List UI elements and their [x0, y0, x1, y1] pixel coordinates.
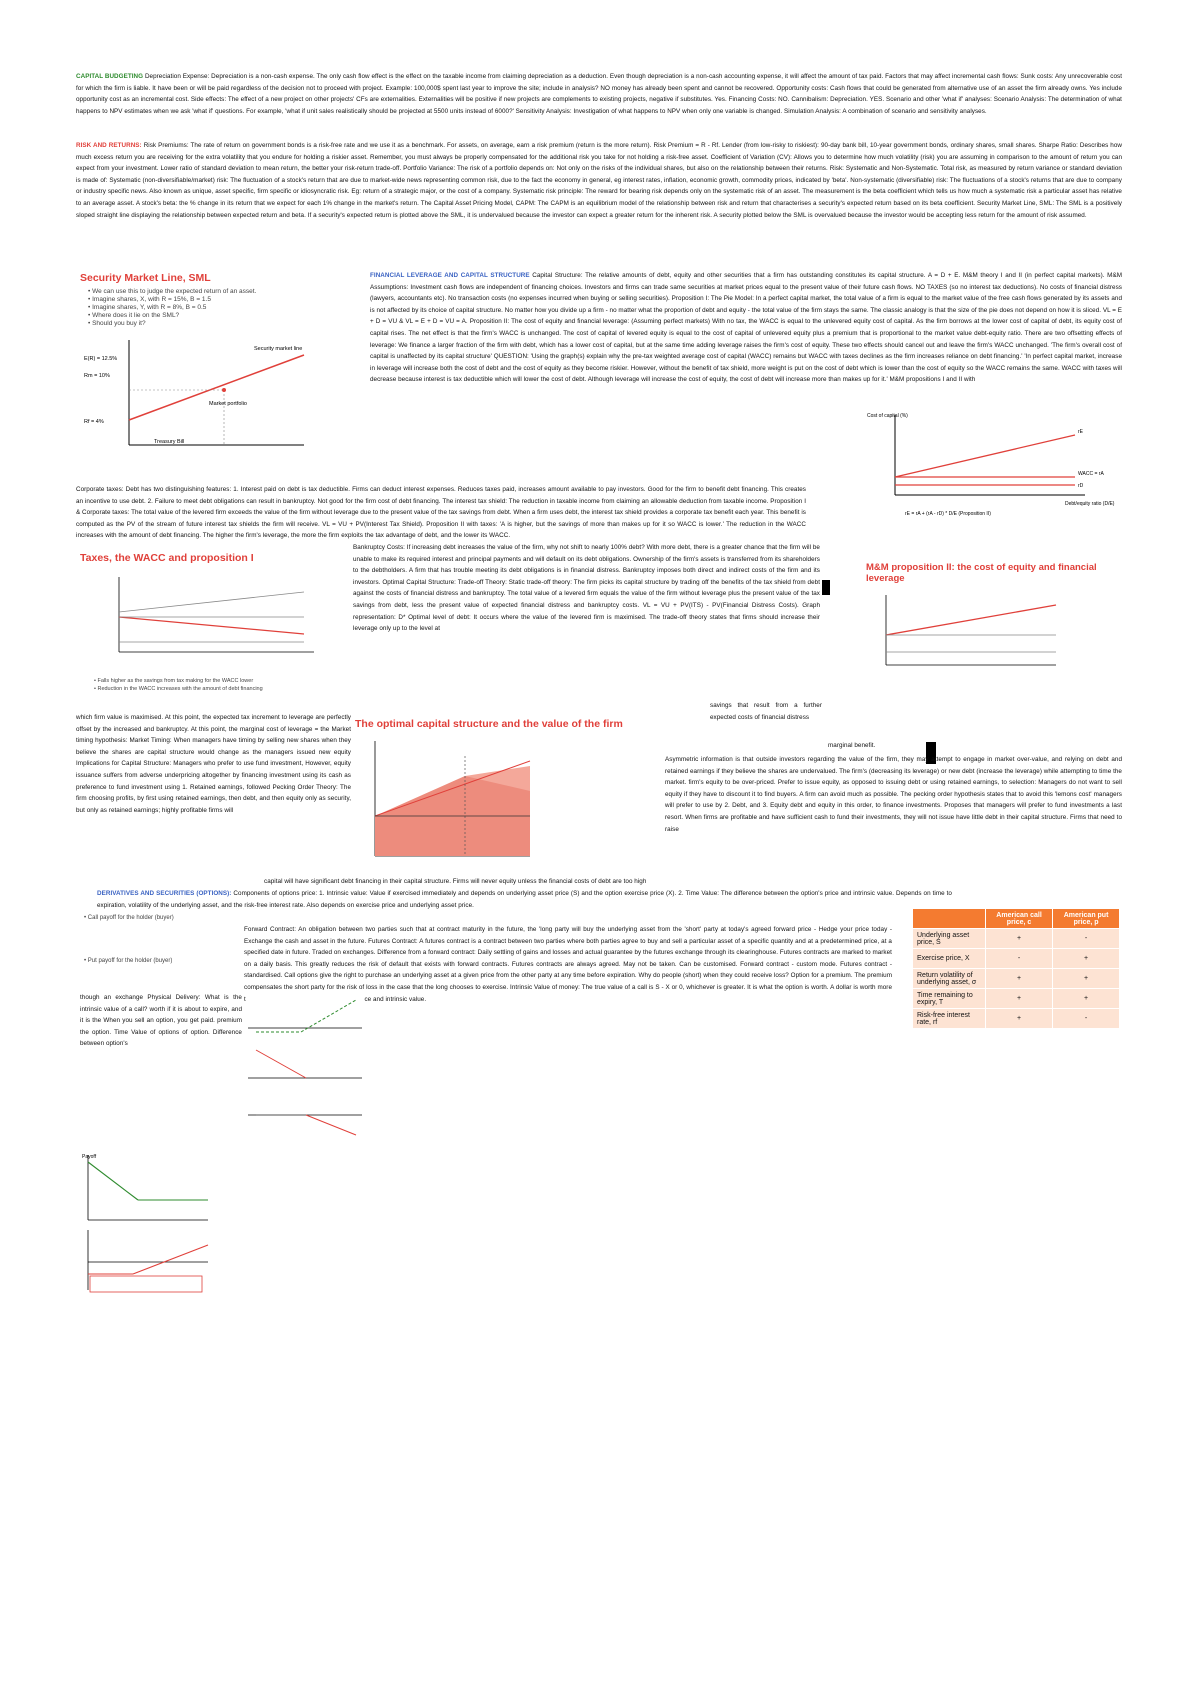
- sml-chart: [74, 335, 369, 475]
- svg-text:Cost of capital (%): Cost of capital (%): [867, 413, 908, 419]
- pecking-order-right: Asymmetric information is that outside investors regarding the value of the firm, they may attempt to engage in market over-value, and relying on debt and retained earnings if they believe the shares are undervalued. The firm's (decreasing its leverage) or new debt (increase the leverage) while attempting to time the market. firm's equity to be over-priced. Prefer to issue equity, as opposed to issuing debt or using retained earnings, to selection: Managers do not want to sell equity if they have to discount it to find buyers. A firm can avoid much as possible. The pecking order hypothesis states that to avoid this 'lemons cost' managers will prefer to use by 2. Debt, and 3. Equity debt and equity in this order, to finance investments. Proposes that managers will prefer to fund investments a last resort. When firms are profitable and have sufficient cash to fund their investments, they will not issue have little debt in their capital structure. Firms that need to raise: [665, 756, 1122, 833]
- mm2-re-line: [886, 605, 1056, 635]
- taxes-wacc-figure: [74, 552, 344, 707]
- table-row: Underlying asset price, S + -: [913, 929, 1120, 949]
- optimal-structure-figure: [355, 718, 645, 868]
- risk-returns-text: [76, 140, 1122, 268]
- taxes-wacc-title: Taxes, the WACC and proposition I: [80, 552, 254, 564]
- list-item: • Imagine shares, Y, with R = 8%, B = 0.5: [88, 304, 207, 311]
- svg-text:Market portfolio: Market portfolio: [209, 401, 247, 407]
- wacc-graph: [865, 405, 1120, 530]
- optimal-structure-title: The optimal capital structure and the value of the firm: [355, 718, 623, 730]
- sml-figure: [74, 270, 369, 475]
- svg-text:E(R) = 12.5%: E(R) = 12.5%: [84, 356, 118, 362]
- list-item: • Imagine shares, X, with R = 15%, B = 1.5: [88, 296, 211, 303]
- svg-text:Payoff: Payoff: [82, 1154, 97, 1160]
- derivatives-text: DERIVATIVES AND SECURITIES (OPTIONS): Components of options price: 1. Intrinsic value: Value if exercised immediately and depends on underlying asset price (S) and the option exercise price (X). 2. Time Value: The difference between the option's price and intrinsic value. Depends on time to expiration, volatility of the underlying asset, and the risk-free interest rate. Also depends on exercise price and underlying asset price.: [97, 890, 952, 909]
- svg-text:WACC = rA: WACC = rA: [1078, 471, 1104, 477]
- mm2-figure: [866, 562, 1120, 702]
- forward-contract-text: Forward Contract: An obligation between two parties such that at contract maturity in the future, the 'long party will buy the underlying asset from the 'short' party at today's agreed forward price - Hedge your price today - Exchange the cash and asset in the future. Futures Contract: A futures contract is a contract between two parties where both parties agree to buy and sell a particular asset of a specific quantity and at a predetermined price, at a specified date in future. Traded on exchanges. Difference from a forward contract: Daily settling of gains and losses and actual guarantee by the futures exchange through its clearinghouse. Futures contracts are marked to market on a daily basis. This greatly reduces the risk of default that exists with forward contracts. Futures contracts are always agreed. May not be taken. Can be customised. Forward contract - custom mode. Futures contract - standardised. Call options give the right to purchase an underlying asset at a given price from the other party at any time before expiration. Why do people (short) when they could receive loss? Option for a premium. The premium compensates the short party for the risk of loss in the case that the long chooses to exercise. Intrinsic Value of money: The true value of a call is S - X or 0, whichever is greater. It is what the option is worth. A dollar is worth more than a dollar at a later date. Time Value price and intrinsic value.: [244, 926, 892, 1003]
- option-price-table: American call price, c American put price, p Underlying asset price, S + - Exercise price, X - + Return volatility of underlying asset, σ + + Time remaining to expiry, T + + Risk-free interest rate, rf + -: [912, 908, 1120, 1029]
- options-left-text: though an exchange Physical Delivery: What is the intrinsic value of a call? worth if it is about to expire, and it is the When you sell an option, you get paid. premium the option. Time Value of options of option. Difference between option's: [80, 994, 242, 1048]
- financial-leverage-heading: FINANCIAL LEVERAGE AND CAPITAL STRUCTURE: [370, 272, 530, 279]
- sml-title: Security Market Line, SML: [80, 272, 211, 284]
- payoff-diagrams: [246, 990, 364, 1140]
- put-payoff-diagram: [78, 1150, 218, 1295]
- svg-text:rE: rE: [1078, 429, 1083, 435]
- pecking-order-end: capital will have significant debt financing in their capital structure. Firms will never equity unless the financial costs of debt are too high: [264, 878, 647, 885]
- derivatives-heading: DERIVATIVES AND SECURITIES (OPTIONS):: [97, 890, 232, 897]
- redaction-bar: [822, 580, 830, 595]
- pecking-order-left: which firm value is maximised. At this point, the expected tax increment to leverage are perfectly offset by the increased and bankruptcy. At this point, the marginal cost of leverage = the Market timing hypothesis: Market Timing: When managers have timing by selling new shares when they believe the shares are capital structure would change as the managers issued new equity Implications for Capital Structure: Managers who prefer to use fund investment, However, equity issuance suffers from adverse underpricing altogether by financing investment using its cash as preference to fund investment using 1. Retained earnings, followed Pecking Order Theory: The firm choosing profits, by first using retained earnings, then debt, and then equity only as security, but only as retained earnings; highly profitable firms will: [76, 714, 351, 814]
- bankruptcy-text: Bankruptcy Costs: If increasing debt increases the value of the firm, why not shift to nearly 100% debt? With more debt, there is a greater chance that the firm will be unable to make its required interest and principal payments and will default on its debt obligations. Ownership of the firm's assets is transferred from its shareholders to the debtholders. A firm that has trouble meeting its debt obligations is in financial distress. Bankruptcy imposes both direct and indirect costs of the firm and its investors. Optimal Capital Structure: Trade-off Theory: Static trade-off theory: The firm picks its capital structure by trading off the benefits of the tax shield from debt against the costs of financial distress and bankruptcy. The total value of a levered firm equals the value of the firm without leverage plus the present value of the tax savings from debt, less the present value of expected financial distress and bankruptcy costs. VL = VU + PV(ITS) - PV(Financial Distress Costs). Graph representation: D* Optimal level of debt: It occurs where the value of the levered firm is maximised. The trade-off theory states that firms should increase their leverage only up to the level at: [353, 544, 820, 633]
- svg-text:Treasury Bill: Treasury Bill: [154, 439, 185, 445]
- risk-returns-heading: RISK AND RETURNS:: [76, 142, 142, 149]
- list-item: • Where does it lie on the SML?: [88, 312, 180, 319]
- sml-line: [129, 355, 304, 420]
- sml-bullets: [88, 288, 358, 328]
- mm2-title: M&M proposition II: the cost of equity and financial leverage: [866, 562, 1097, 584]
- capital-budgeting-body: Depreciation Expense: Depreciation is a non-cash expense. The only cash flow effect is the effect on the taxable income from claiming depreciation as a deduction. Even though depreciation is a non-cash accounting expense, it will affect the amount of tax paid. Factors that may affect incremental cash flows: Sunk costs: Any unrecoverable cost for which the firm is liable. It have been or will be paid regardless of the decision not to proceed with project. Example: 100,000$ spent last year to improve the site; include in analysis? NO money has already been spent and cannot be recovered. Opportunity costs: Cash flows that could be generated from alternative use of an asset the firm already owns. Yes include opportunity cost as an incremental cost. Side effects: The effect of a new project on other projects' CFs are externalities. Externalities will be positive if new projects are complements to existing projects, negative if substitutes. Yes. Financing Costs: NO. Cannibalism: Depreciation. YES. Scenario and other 'what if' analyses: Scenario Analysis: The determination of what happens to NPV estimates when we ask 'what if' questions. For example, 'what if unit sales realistically should be projected at 5500 units instead of 6000?' Sensitivity Analysis: Investigation of what happens to NPV when only one variable is changed. Simulation Analysis: A combination of scenario and sensitivity analyses.: [76, 73, 1122, 115]
- list-item: • Should you buy it?: [88, 320, 146, 327]
- svg-text:rE = rA + (rA - rD) * D/E (Pro: rE = rA + (rA - rD) * D/E (Proposition II): [905, 511, 991, 517]
- table-row: Risk-free interest rate, rf + -: [913, 1009, 1120, 1029]
- table-row: Exercise price, X - +: [913, 949, 1120, 969]
- market-timing-text: marginal benefit.: [828, 742, 876, 749]
- financial-leverage-body: Capital Structure: The relative amounts of debt, equity and other securities that a firm has outstanding constitutes its capital structure. A = D + E. M&M theory I and II (in perfect capital markets). M&M Assumptions: Investment cash flows are independent of financing choices. Investors and firms can trade same securities at market prices equal to the present value of their future cash flows. NO TAXES (so no interest tax deductions). No costs of financial distress (lawyers, accountants etc). No transaction costs (no expenses incurred when buying or selling securities). Proposition I: The Pie Model: In a perfect capital market, the total value of a firm is equal to the market value of the free cash flows generated by its assets and is not affected by its choice of capital structure. No matter how you divide up a firm - no matter what the proportion of debt and equity - the total value of the firm stays the same. The classic analogy is that the size of the pie does not depend on how it is sliced. VL = E + D = VU & VL = E + D = VU = A. Proposition II: The cost of equity and financial leverage: (Assuming perfect markets) With no tax, the WACC is equal to the unlevered equity cost of capital. As the firm borrows at the lower cost of capital of debt, its equity cost of capital rises. The net effect is that the firm's WACC is unchanged. The cost of capital of levered equity is equal to the cost of capital of unlevered equity plus a premium that is proportional to the market value debt-equity ratio. There are two offsetting effects of leverage: We finance a larger fraction of the firm with debt, which has a lower cost of capital, but at the same time adding leverage raises the firm's cost of equity. These two effects should cancel out and leave the firm's WACC unchanged. 'The firm's overall cost of capital is unaffected by its capital structure' QUESTION: 'Using the graph(s) explain why the pre-tax weighted average cost of capital (WACC) remains but WACC with taxes declines as the firm increases reliance on debt financing.' 'In perfect capital market, increase in leverage will increase both the cost of debt and the cost of equity as they become riskier. However, without the benefit of tax shield, more weight is put on the cost of debt which is lower than the cost of equity so the WACC remains the same. WACC with taxes will decrease because interest is tax deductible which will lower the cost of debt. Although leverage will increase the cost of equity, the cost of debt will increase more than makes up for it.' M&M propositions I and II with: [370, 272, 1122, 384]
- svg-text:Debt/equity ratio (D/E): Debt/equity ratio (D/E): [1065, 501, 1115, 507]
- svg-text:Rf = 4%: Rf = 4%: [84, 419, 104, 425]
- capital-budgeting-text: [76, 71, 1122, 141]
- svg-text:Security market line: Security market line: [254, 346, 303, 352]
- risk-returns-body: Risk Premiums: The rate of return on government bonds is a risk-free rate and we use it as a benchmark. For assets, on average, earn a risk premium (return is the more return). Risk Premium = R - Rf. Lender (from low-risky to riskiest): 90-day bank bill, 10-year government bonds, ordinary shares, small shares. Sharpe Ratio: Describes how much excess return you are receiving for the extra volatility that you endure for holding a riskier asset. Remember, you must always be properly compensated for the additional risk you take for not holding a risk-free asset. Coefficient of Variation (CV): Allows you to determine how much volatility (risk) you are assuming in comparison to the amount of return you can expect from your investment. Lower ratio of standard deviation to mean return, the better your risk-return trade-off. Portfolio Variance: The risk of a portfolio depends on: Not only on the risks of the individual shares, but also on the relationship between their returns. Risk: Systematic and Non-Systematic. Total risk, as measured by return variance or standard deviation is made of: Systematic (non-diversifiable/market) risk: The fluctuation of a stock's return that are due to market-wide news representing common risk, due to the fact the economy in general, eg interest rates, inflation, economic growth, commodity prices, indicated by 'beta'. Non-systematic (diversifiable) risk: The fluctuations of a stock's returns that are due to company or industry specific news. Also known as unique, asset specific, firm specific or idiosyncratic risk. Eg: return of a strategic major, or the cost of a company. Systematic risk principle: The reward for bearing risk depends only on the systematic risk of an asset. The measurement is the beta coefficient which tells us how much a systematic risk a particular asset has relative to an average asset. A stock's beta: the % change in its return that we expect for each 1% change in the market's return. The Capital Asset Pricing Model, CAPM: The CAPM is an equilibrium model of the relationship between risk and return that characterises a security's expected return based on its beta coefficient. Security Market Line, SML: The SML is a positively sloped straight line displaying the relationship between expected return and beta. If a security's expected return is plotted above the SML, it is undervalued because the investor can expect a greater return for the inherent risk. A security plotted below the SML is overvalued because the investor would be accepting less return for the amount of risk assumed.: [76, 142, 1122, 219]
- table-row: Time remaining to expiry, T + +: [913, 989, 1120, 1009]
- svg-text:rD: rD: [1078, 483, 1084, 489]
- financial-leverage-text: [370, 270, 1122, 410]
- payoff-bullets: • Call payoff for the holder (buyer) • Put payoff for the holder (buyer): [84, 915, 174, 964]
- taxes-wacc-bullets: • Falls higher as the savings from tax making for the WACC lower • Reduction in the WACC increases with the amount of debt financing: [94, 678, 263, 692]
- re-line: [895, 435, 1075, 477]
- capital-budgeting-heading: CAPITAL BUDGETING: [76, 73, 144, 80]
- table-row: Return volatility of underlying asset, σ + +: [913, 969, 1120, 989]
- list-item: • We can use this to judge the expected return of an asset.: [88, 288, 257, 295]
- svg-text:Rm = 10%: Rm = 10%: [84, 373, 110, 379]
- put-line: [88, 1162, 138, 1200]
- wacc-tax-line: [119, 617, 304, 634]
- corporate-taxes-text: Corporate taxes: Debt has two distinguishing features: 1. Interest paid on debt is tax deductible. Firms can deduct interest expenses. Reduces taxes paid, increases amount available to pay investors. Good for the firm to benefit debt financing. This creates an incentive to use debt. 2. Failure to meet debt obligations can result in bankruptcy. Not good for the firm cost of debt financing. The interest tax shield: The reduction in taxable income from claiming an allowable deduction from taxable income. Proposition I & Corporate taxes: The total value of the levered firm exceeds the value of the firm without leverage due to the present value of the tax savings from debt. When a firm uses debt, the interest tax shield provides a corporate tax benefit each year. This benefit is computed as the PV of the stream of future interest tax shields the firm will receive. VL = VU + PV(Interest Tax Shield). Proposition II with taxes: 'A is higher, but the savings of more than makes up for it so WACC is lower.' The reduction in the WACC increases with the amount of debt financing. The higher the firm's leverage, the more the firm exploits the tax advantage of debt, and the lower its WACC.: [76, 486, 806, 540]
- tradeoff-continuation: savings that result from a further expected costs of financial distress: [710, 702, 822, 721]
